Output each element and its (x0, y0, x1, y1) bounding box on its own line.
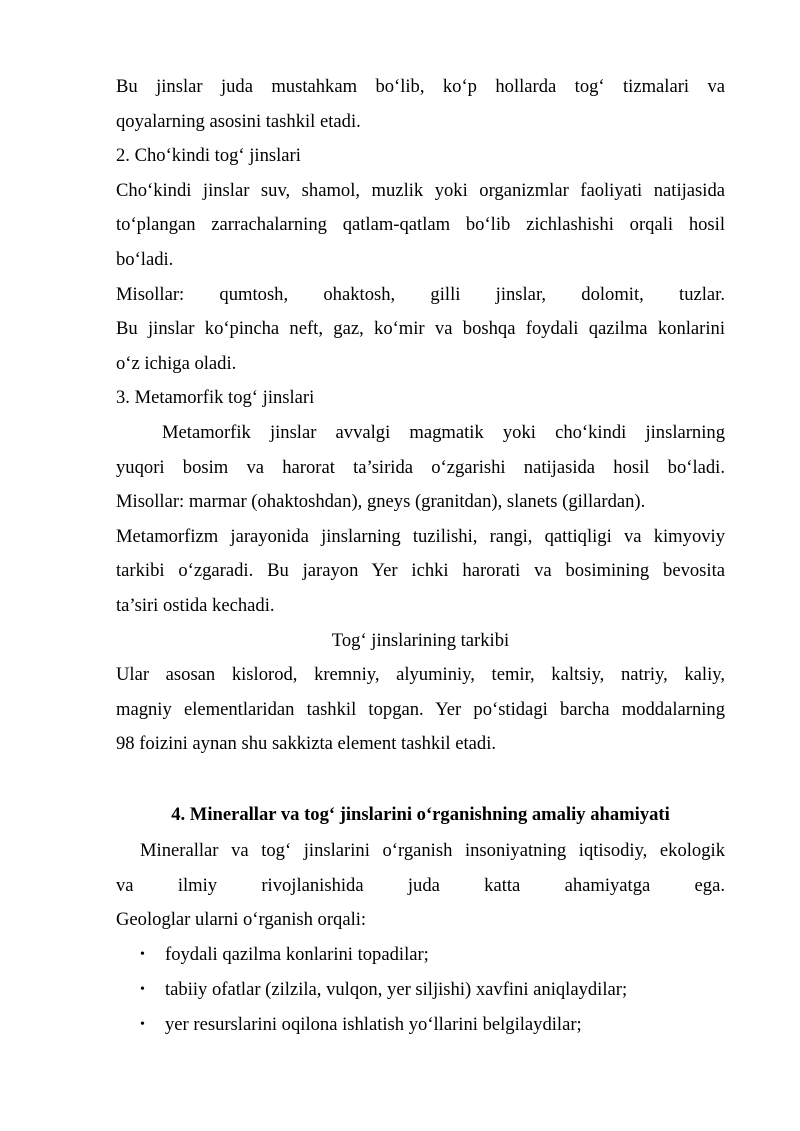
body-text-block (116, 70, 725, 762)
text-line: Metamorfizm jarayonida jinslarning tuzilishi, rangi, qattiqligi va kimyoviy (116, 525, 725, 547)
subheading-composition: Tog‘ jinslarining tarkibi (331, 629, 510, 651)
bullet-icon: • (140, 947, 145, 962)
text-line: Metamorfik jinslar avvalgi magmatik yoki cho‘kindi jinslarning (162, 421, 725, 443)
text-line: to‘plangan zarrachalarning qatlam-qatlam bo‘lib zichlashishi orqali hosil (116, 214, 725, 236)
text-line: Ular asosan kislorod, kremniy, alyuminiy, temir, kaltsiy, natriy, kaliy, (116, 664, 725, 686)
text-line: Geologlar ularni o‘rganish orqali: (116, 909, 367, 931)
subheading-sedimentary: 2. Cho‘kindi tog‘ jinslari (116, 145, 301, 167)
list-item (116, 1008, 725, 1043)
bullet-icon: • (140, 1017, 145, 1032)
text-line: Minerallar va tog‘ jinslarini o‘rganish insoniyatning iqtisodiy, ekologik (140, 840, 725, 861)
text-line: Misollar: marmar (ohaktoshdan), gneys (granitdan), slanets (gillardan). (116, 491, 646, 513)
text-line: ta’siri ostida kechadi. (116, 594, 275, 616)
text-line: magniy elementlaridan tashkil topgan. Yer po‘stidagi barcha moddalarning (116, 698, 725, 720)
text-line: 98 foizini aynan shu sakkizta element tashkil etadi. (116, 733, 497, 755)
text-line: o‘z ichiga oladi. (116, 352, 237, 374)
list-item (116, 938, 725, 973)
text-line: Misollar: qumtosh, ohaktosh, gilli jinslar, dolomit, tuzlar. (116, 283, 725, 305)
text-line: bo‘ladi. (116, 248, 174, 270)
body-text-block-2 (116, 834, 725, 938)
text-line: Cho‘kindi jinslar suv, shamol, muzlik yoki organizmlar faoliyati natijasida (116, 179, 725, 201)
subheading-metamorphic: 3. Metamorfik tog‘ jinslari (116, 387, 315, 409)
text-line: tarkibi o‘zgaradi. Bu jarayon Yer ichki harorati va bosimining bevosita (116, 560, 725, 582)
list-item-text: yer resurslarini oqilona ishlatish yo‘llarini belgilaydilar; (165, 1014, 582, 1035)
list-item-text: foydali qazilma konlarini topadilar; (165, 944, 429, 965)
text-line: qoyalarning asosini tashkil etadi. (116, 110, 361, 132)
list-item-text: tabiiy ofatlar (zilzila, vulqon, yer siljishi) xavfini aniqlaydilar; (165, 979, 628, 1000)
section-heading: 4. Minerallar va tog‘ jinslarini o‘rganishning amaliy ahamiyati (171, 804, 670, 825)
bullet-icon: • (140, 982, 145, 997)
list-item (116, 973, 725, 1008)
text-line: va ilmiy rivojlanishida juda katta ahamiyatga ega. (116, 874, 725, 896)
section-heading-block (116, 798, 725, 833)
text-line: Bu jinslar juda mustahkam bo‘lib, ko‘p hollarda tog‘ tizmalari va (116, 76, 725, 97)
text-line: yuqori bosim va harorat ta’sirida o‘zgarishi natijasida hosil bo‘ladi. (116, 456, 725, 478)
text-line: Bu jinslar ko‘pincha neft, gaz, ko‘mir va boshqa foydali qazilma konlarini (116, 318, 725, 340)
